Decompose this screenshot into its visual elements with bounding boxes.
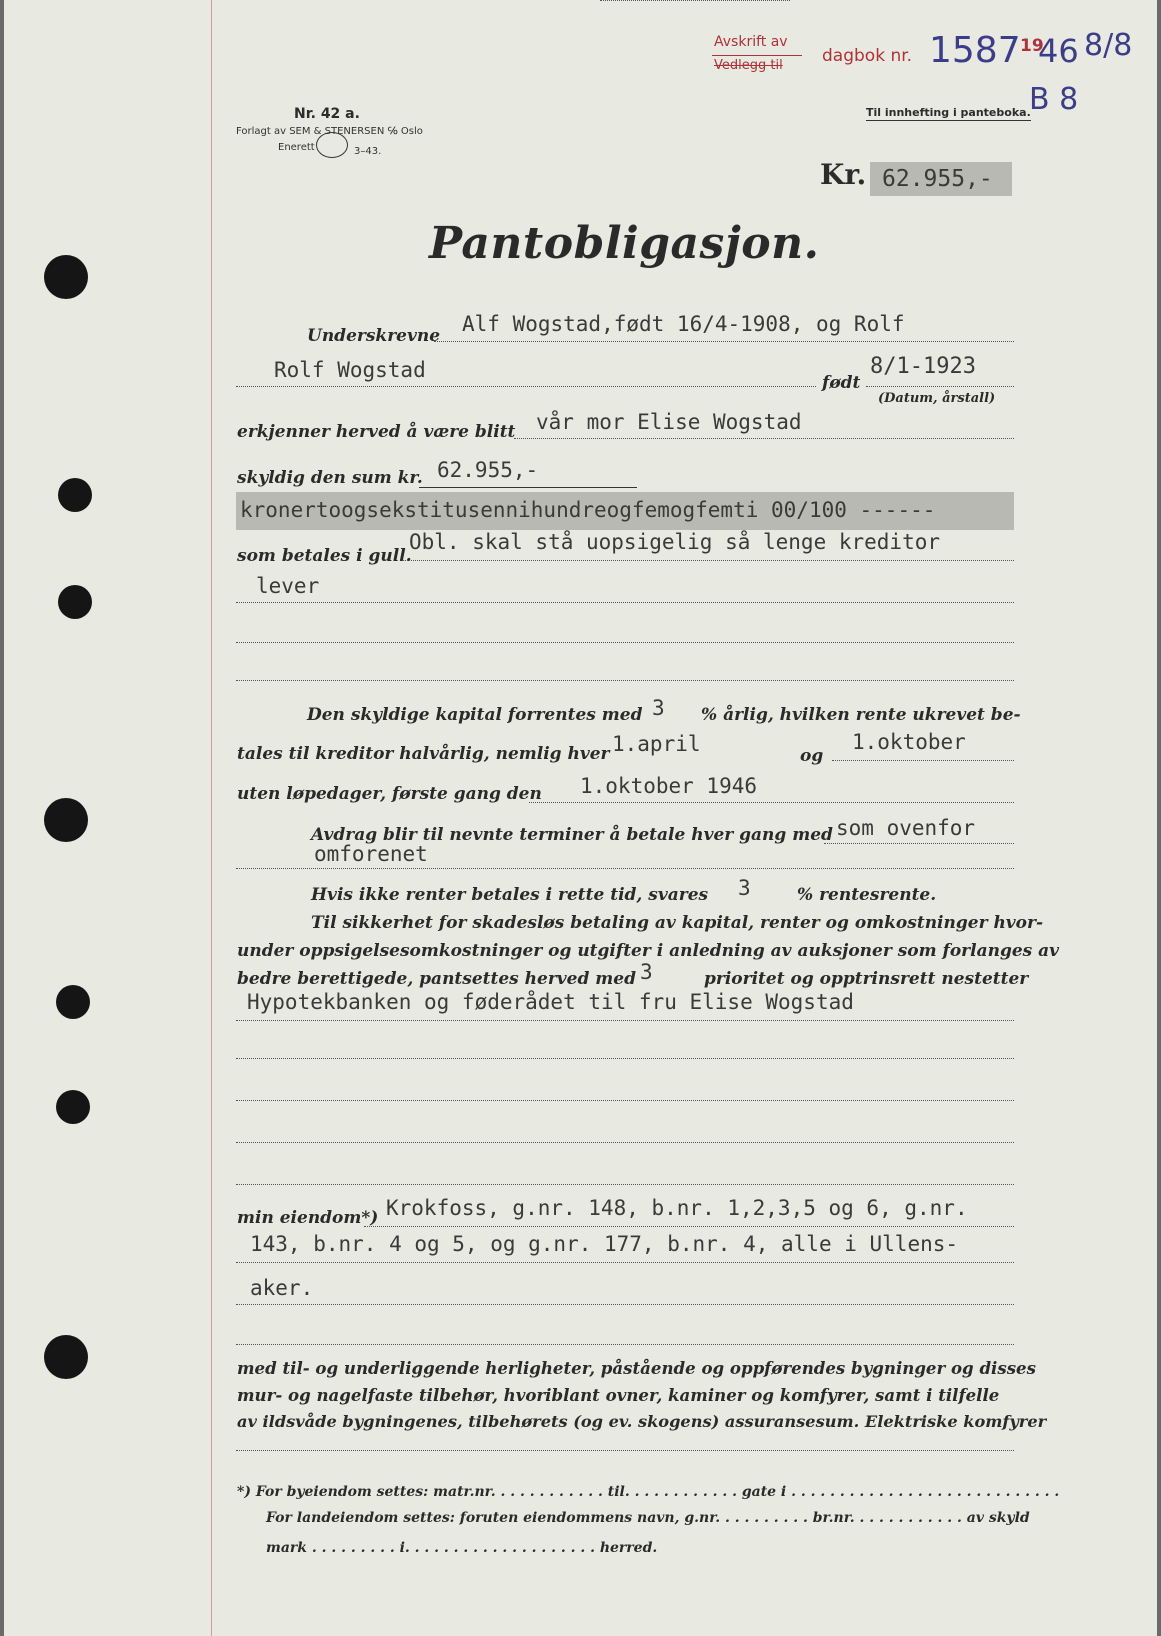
property-underline-3 <box>236 1304 1014 1305</box>
property-underline-2 <box>236 1262 1014 1263</box>
fodt-label: født <box>822 373 861 393</box>
avdrag-line-2 <box>236 868 1014 869</box>
property-line-3: aker. <box>250 1276 314 1300</box>
footnote-line-2: For landeiendom settes: foruten eiendommens navn, g.nr. . . . . . . . . . br.nr. . . . . . . . . . . . av skyld <box>266 1510 1030 1526</box>
avdrag-value-2: omforenet <box>314 842 428 866</box>
date-2-line <box>832 760 1014 761</box>
rolf-line <box>236 386 816 387</box>
betales-line <box>402 560 1014 561</box>
betales-label: som betales i gull. <box>237 546 412 566</box>
erkjenner-line <box>514 438 1014 439</box>
kr-amount: 62.955,- <box>882 166 993 192</box>
underskrevne-value: Alf Wogstad,født 16/4-1908, og Rolf <box>462 312 905 336</box>
skyldig-label: skyldig den sum kr. <box>237 468 423 488</box>
fodt-value: 8/1-1923 <box>870 354 976 379</box>
fodt-line <box>866 386 1014 387</box>
betales-line-2 <box>236 602 1014 603</box>
hvis-suffix: % rentesrente. <box>797 885 937 905</box>
punch-hole-7 <box>44 1335 88 1379</box>
blank-line-1 <box>236 642 1014 643</box>
print-date: 3–43. <box>354 146 382 157</box>
blank-line-5 <box>236 1142 1014 1143</box>
document-title: Pantobligasjon. <box>429 218 820 269</box>
blank-line-4 <box>236 1100 1014 1101</box>
prioritet-line: Hypotekbanken og føderådet til fru Elise Wogstad <box>247 990 854 1014</box>
interest-date-2: 1.oktober <box>852 730 966 754</box>
dagbok-number: 1587 <box>929 30 1021 71</box>
betales-value-2: lever <box>256 574 320 598</box>
sikkerhet-3b: prioritet og opptrinsrett nestetter <box>704 969 1029 989</box>
property-label: min eiendom*) <box>237 1208 379 1228</box>
margin-rule <box>211 0 212 1636</box>
dagbok-year: 46 <box>1038 32 1079 70</box>
interest-og: og <box>800 746 824 766</box>
interest-text-2a: tales til kreditor halvårlig, nemlig hver <box>237 744 610 764</box>
datum-note: (Datum, årstall) <box>878 391 996 406</box>
erkjenner-value: vår mor Elise Wogstad <box>536 410 802 434</box>
closing-line-3: av ildsvåde bygningenes, tilbehørets (og ev. skogens) assuransesum. Elektriske komfyrer <box>237 1412 1047 1431</box>
sikkerhet-3a: bedre berettigede, pantsettes herved med <box>237 969 636 989</box>
closing-line-1: med til- og underliggende herligheter, påstående og oppførendes bygninger og disses <box>237 1358 1036 1378</box>
property-line-2: 143, b.nr. 4 og 5, og g.nr. 177, b.nr. 4, alle i Ullens- <box>250 1232 959 1256</box>
property-line-1: Krokfoss, g.nr. 148, b.nr. 1,2,3,5 og 6, g.nr. <box>386 1196 968 1220</box>
prioritet-value: 3 <box>640 960 653 984</box>
blank-line-7 <box>236 1344 1014 1345</box>
skyldig-line <box>419 487 637 488</box>
date-1-line <box>600 0 790 1</box>
footnote-line-1: *) For byeiendom settes: matr.nr. . . . . . . . . . . . til. . . . . . . . . . . . gate i . . . . . . . . . . . . . . . . . . . . . . . . . . . . <box>237 1484 1060 1500</box>
hvis-text: Hvis ikke renter betales i rette tid, svares <box>311 885 709 905</box>
interest-text-3a: uten løpedager, første gang den <box>237 784 542 804</box>
interest-rate: 3 <box>652 696 665 720</box>
first-date-line <box>529 802 1014 803</box>
rolf-value: Rolf Wogstad <box>274 358 426 382</box>
stamp-underline <box>712 55 802 56</box>
blank-line-6 <box>236 1184 1014 1185</box>
stamp-vedlegg: Vedlegg til <box>714 58 783 73</box>
stamp-avskrift: Avskrift av <box>714 34 788 50</box>
erkjenner-label: erkjenner herved å være blitt <box>237 422 516 442</box>
sikkerhet-1: Til sikkerhet for skadesløs betaling av kapital, renter og omkostninger hvor- <box>311 913 1044 933</box>
interest-date-1: 1.april <box>612 732 701 756</box>
interest-text-1a: Den skyldige kapital forrentes med <box>307 705 643 725</box>
underskrevne-label: Underskrevne <box>307 326 441 346</box>
punch-hole-6 <box>56 1090 90 1124</box>
hvis-rate: 3 <box>738 876 751 900</box>
document-page <box>4 0 1157 1636</box>
closing-line-2: mur- og nagelfaste tilbehør, hvoriblant ovner, kaminer og komfyrer, samt i tilfelle <box>237 1385 1000 1405</box>
prioritet-underline <box>236 1020 1014 1021</box>
interest-text-1b: % årlig, hvilken rente ukrevet be- <box>701 705 1021 725</box>
blank-line-3 <box>236 1058 1014 1059</box>
avdrag-line <box>824 843 1014 844</box>
betales-value: Obl. skal stå uopsigelig så lenge kreditor <box>409 530 941 554</box>
sikkerhet-2: under oppsigelsesomkostninger og utgifter i anledning av auksjoner som forlanges av <box>237 941 1060 961</box>
punch-hole-1 <box>44 255 88 299</box>
first-date: 1.oktober 1946 <box>580 774 758 798</box>
punch-hole-3 <box>58 585 92 619</box>
hand-ref: B 8 <box>1029 82 1079 117</box>
enerett: Enerett <box>278 142 315 153</box>
innhefting-label: Til innhefting i panteboka. <box>866 106 1031 119</box>
avdrag-value: som ovenfor <box>836 816 976 840</box>
footnote-line-3: mark . . . . . . . . . i. . . . . . . . . . . . . . . . . . . . herred. <box>266 1540 658 1556</box>
amount-words: kronertoogsekstitusennihundreogfemogfemti 00/100 ------ <box>240 498 936 522</box>
kr-label: Kr. <box>820 158 867 191</box>
stamp-year-prefix: 19 <box>1020 36 1044 56</box>
blank-line-2 <box>236 680 1014 681</box>
stamp-dagbok: dagbok nr. <box>822 46 913 66</box>
underskrevne-line <box>434 341 1014 342</box>
skyldig-value: 62.955,- <box>437 458 539 482</box>
form-number: Nr. 42 a. <box>294 106 360 122</box>
closing-underline <box>236 1450 1014 1451</box>
publisher-logo-icon <box>316 132 348 158</box>
punch-hole-4 <box>44 798 88 842</box>
dagbok-date: 8/8 <box>1084 28 1133 63</box>
punch-hole-2 <box>58 478 92 512</box>
property-underline-1 <box>364 1226 1014 1227</box>
publisher: Forlagt av SEM & STENERSEN ℅ Oslo <box>236 126 423 137</box>
avdrag-text: Avdrag blir til nevnte terminer å betale hver gang med <box>311 825 833 845</box>
punch-hole-5 <box>56 985 90 1019</box>
